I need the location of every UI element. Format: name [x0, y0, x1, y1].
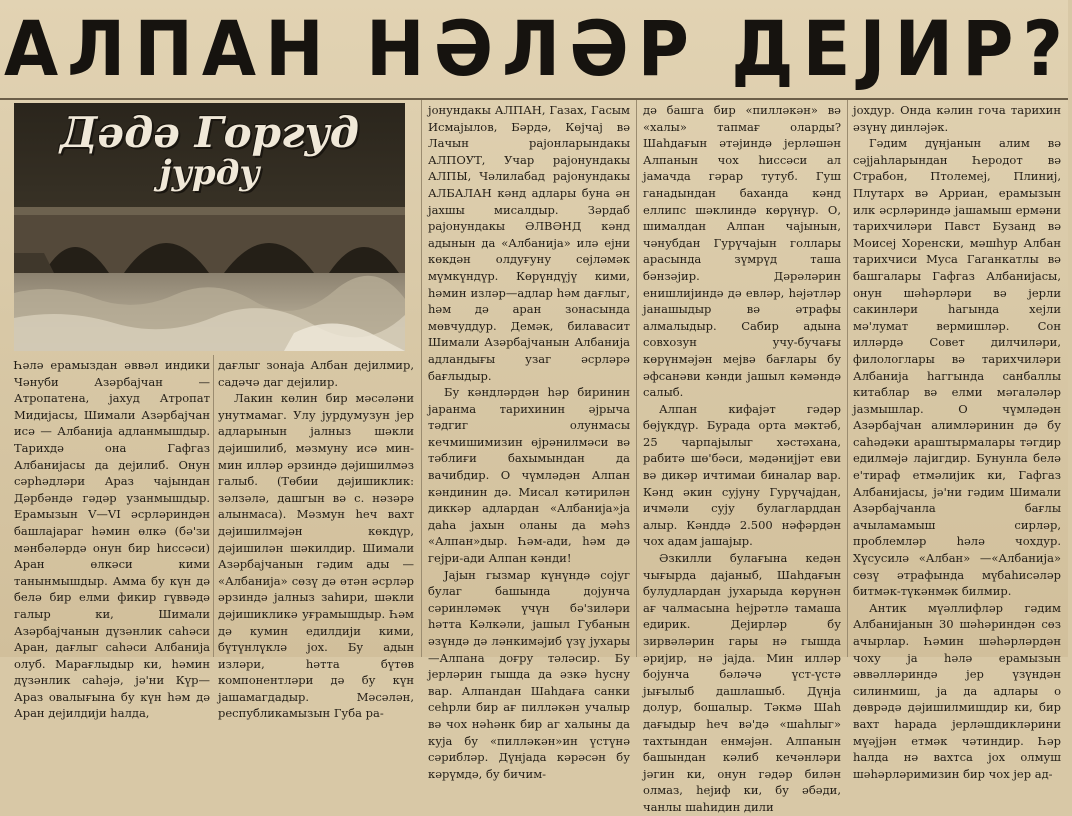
column-2-paragraph: дағлыг зонаја Албан дејилмир, садәчә даг дејилир.: [218, 358, 414, 389]
column-3-paragraph: јонундакы АЛПАН, Газах, Гасым Исмајылов, Бәрдә, Көјчај вә Лачын рајонларындакы АЛПОУТ, Учар рајонундакы АЛПЫ, Чәлилабад рајонундакы АЛБАЛАН кәнд адлары буна ән јахшы мисалдыр. Зәрдаб рајонундакы ӘЛВӘНД кәнд адынын да «Албанија» илә ејни көкдән олдуғуну сөјләмәк мүмкүндүр. Көрүндүјү кими, һәмин изләр—адлар һәм дағлыг, һәм дә аран зонасында мөвчуддур. Демәк, билавасит Шимали Азәрбајчанын Албанија адландығы узаг әсрләрә бағлыдыр.: [428, 103, 630, 383]
column-2-paragraph: Лакин көлин бир мәсәләни унутмамаг. Улу јурдумузун јер адларынын јалныз шәкли дәјишилиб, мәзмуну исә мин-мин илләр әрзиндә дәјишилмәз галыб. (Төбии дәјишиклик: зәлзәлә, дашгын вә с. нәзәрә алынмаса). Мәзмун һеч вахт дәјишилмәјән көкдүр, дәјишилән шәкилдир. Шимали Азәрбајчанын гәдим ады — «Албанија» сөзү дә өтән әсрләр әрзиндә јалныз заһири, шәкли дәјишикликә уғрамышдыр. Һәм дә кумин едилдији кими, бүтүнлүклә јох. Бу адын изләри, һәтта бүтөв компонентләри дә бу күн јашамагдадыр. Мәсәлән, республикамызын Губа ра-: [218, 391, 414, 721]
column-3-paragraph: Бу кәндләрдән һәр биринин јаранма тарихинин әјрыча тәдгиг олунмасы кечмишимизин өјрәнилмәси вә тәблиғи бахымындан да вачибдир. О чүмләдән Алпан кәндинин дә. Мисал кәтирилән диккәр адлардан «Албанија»ја даһа јахын оланы да мәһз «Алпан»дыр. Һәм-ади, һәм дә гејри-ади Алпан кәнди!: [428, 385, 630, 566]
headline-rule: [0, 98, 1068, 100]
column-3: [428, 102, 630, 781]
column-divider: [847, 100, 848, 657]
column-divider: [421, 100, 422, 657]
column-divider: [213, 355, 214, 657]
column-5-paragraph: Антик мүәллифләр гәдим Албанијанын 30 шәһәриндән сөз ачырлар. Һәмин шәһәрләрдән чоху ја һәлә ерамызын әввәлләриндә јер үзүндән силинмиш, ја да адлары о дөврәдә дәјишилмишдир ки, бир вахт һарада јерләшдикләрини мүәјјән етмәк чәтиндир. Һәр һалда нә вахтса јох олмуш шәһәрләримизин бир чох јер ад-: [853, 600, 1061, 781]
column-1: [14, 357, 210, 721]
column-5-paragraph: јохдур. Онда кәлин гоча тарихин әзүнү динләјәк.: [853, 103, 1061, 134]
photo-subtitle: јурду: [159, 153, 260, 193]
photo-title: Дәдә Горгуд: [60, 108, 359, 157]
column-5-paragraph: Гәдим дүнјанын алим вә сәјјаһларындан Һеродот вә Страбон, Птолемеј, Плиниј, Плутарх вә Арриан, ерамызын илк әсрләриндә јашамыш ермәни тарихчиләри Павст Бузанд вә Моисеј Хоренски, мәшһур Албан тарихчиси Муса Гаганкатлы вә башгалары Гафгаз Албанијасы, онун шәһәрләри вә јерли сакинләри һагында хејли мә'лумат вермишләр. Сон илләрдә Совет дилчиләри, филологлары вә тарихчиләри Албанија һаггында санбаллы китаблар вә елми мәгаләләр јазмышлар. О чүмләдән Азәрбајчан алимләринин дә бу саһәдәки араштырмалары тәгдир едилмәјә лајигдир. Бунунла белә е'тираф етмәлијик ки, Гафгаз Албанијасы, јә'ни гәдим Шимали Азәрбајчанла бағлы ачыламамыш сирләр, проблемләр һәлә чохдур. Хүсусилә «Албан» —«Албанија» сөзү әтрафында мүбаһисәләр битмәк-түкәнмәк билмир.: [853, 136, 1061, 599]
column-4-paragraph: дә башга бир «пилләкән» вә «халы» тапмағ оларды? Шаһдағын әтәјиндә јерләшән Алпанын чох һиссәси ал јамачда гәрар тутуб. Гуш ганадындан баханда кәнд еллипс шәклиндә көрүнүр. О, шималдан Алпан чајынын, чәнубдан Гурүчајын голлары арасында зүмрүд таша бәнзәјир. Дәрәләрин енишлијиндә дә евләр, һәјәтләр јанашыдыр вә әтрафы алмалыдыр. Сабир адына совхозун учу-бучағы көрүнмәјән мејвә бағлары бу әфсанәви кәнди јашыл кәмәндә салыб.: [643, 103, 841, 400]
column-4: [643, 102, 841, 814]
column-1-paragraph: Һәлә ерамыздан әввәл индики Чәнуби Азәрбајчан —Атропатена, јахуд Атропат Мидијасы, Шимали Азәрбајчан исә — Албанија адланмышдыр. Тарихдә она Гафгаз Албанијасы да дејилиб. Онун сәрһәдләри Араз чајындан Дәрбәндә гәдәр узанмышдыр. Ерамызын V—VI әсрләриндән башлајараг һәмин өлкә (бә'зи мәнбәләрдә онун бир һиссәси) Аран өлкәси кими танынмышдыр. Амма бу күн дә белә бир елми фикир гүввәдә галыр ки, Шимали Азәрбајчанын дүзәнлик саһәси Аран, дағлыг саһәси Албанија олуб. Марағлыдыр ки, һәмин дүзәнлик саһәјә, јә'ни Күр—Араз овалығына бу күн һәм дә Аран дејилдији һалда,: [14, 358, 210, 721]
column-3-paragraph: Јајын гызмар күнүндә сојуг булаг башында дојунча сәринләмәк үчүн бә'зиләри һәтта Кәлкәли, јашыл Губанын әзүндә дә ләнкимәјиб үзү јухары —Алпана доғру тәләсир. Бу јерләрин гышда да әзкә һусну вар. Алпандан Шаһдаға санки сеһрли бир ағ пилләкән учалыр вә чох нәһәнк бир аг халыны да куја бу «пилләкән»ин үстүнә сәрибләр. Дүнјада кәрәсән бу кәрүмдә, бу бичим-: [428, 567, 630, 781]
article-headline: АЛПАН НӘЛӘР ДЕЈИР?: [4, 4, 1072, 94]
column-4-paragraph: Алпан кифајәт гәдәр бөјүкдүр. Бурада орта мәктәб, 25 чарпајылыг хәстәхана, рабитә шө'бәси, мәдәнијјәт еви вә дикәр ичтимаи биналар вар. Кәнд әкин сујуну Гурүчајдан, ичмәли сују булагларддан алыр. Кәнддә 2.500 нәфәрдән чох адам јашајыр.: [643, 401, 841, 549]
column-5: [853, 102, 1061, 781]
column-4-paragraph: Әзкилли булағына кедән чығырда дајаныб, Шаһдағын булудлардан јухарыда көрүнән ағ чалмасына һејрәтлә тамаша едирик. Дејирләр бу зирвәләрин гары нә гышда әријир, нә јајда. Мин илләр бојунча бәләчә үст-үстә јығылыб дашлашыб. Дүнја долур, бошалыр. Тәкмә Шаһ дағыдыр һеч вә'дә «шаһлыг» тахтындан енмәјән. Алпанын башындан кәлиб кечәнләри јәгин ки, онун гәдәр билән олмаз, һејиф ки, бу әбәди, чанлы шаһидин дили: [643, 551, 841, 814]
bridge-photo: [14, 103, 405, 351]
column-2: [218, 357, 414, 721]
column-divider: [636, 100, 637, 657]
